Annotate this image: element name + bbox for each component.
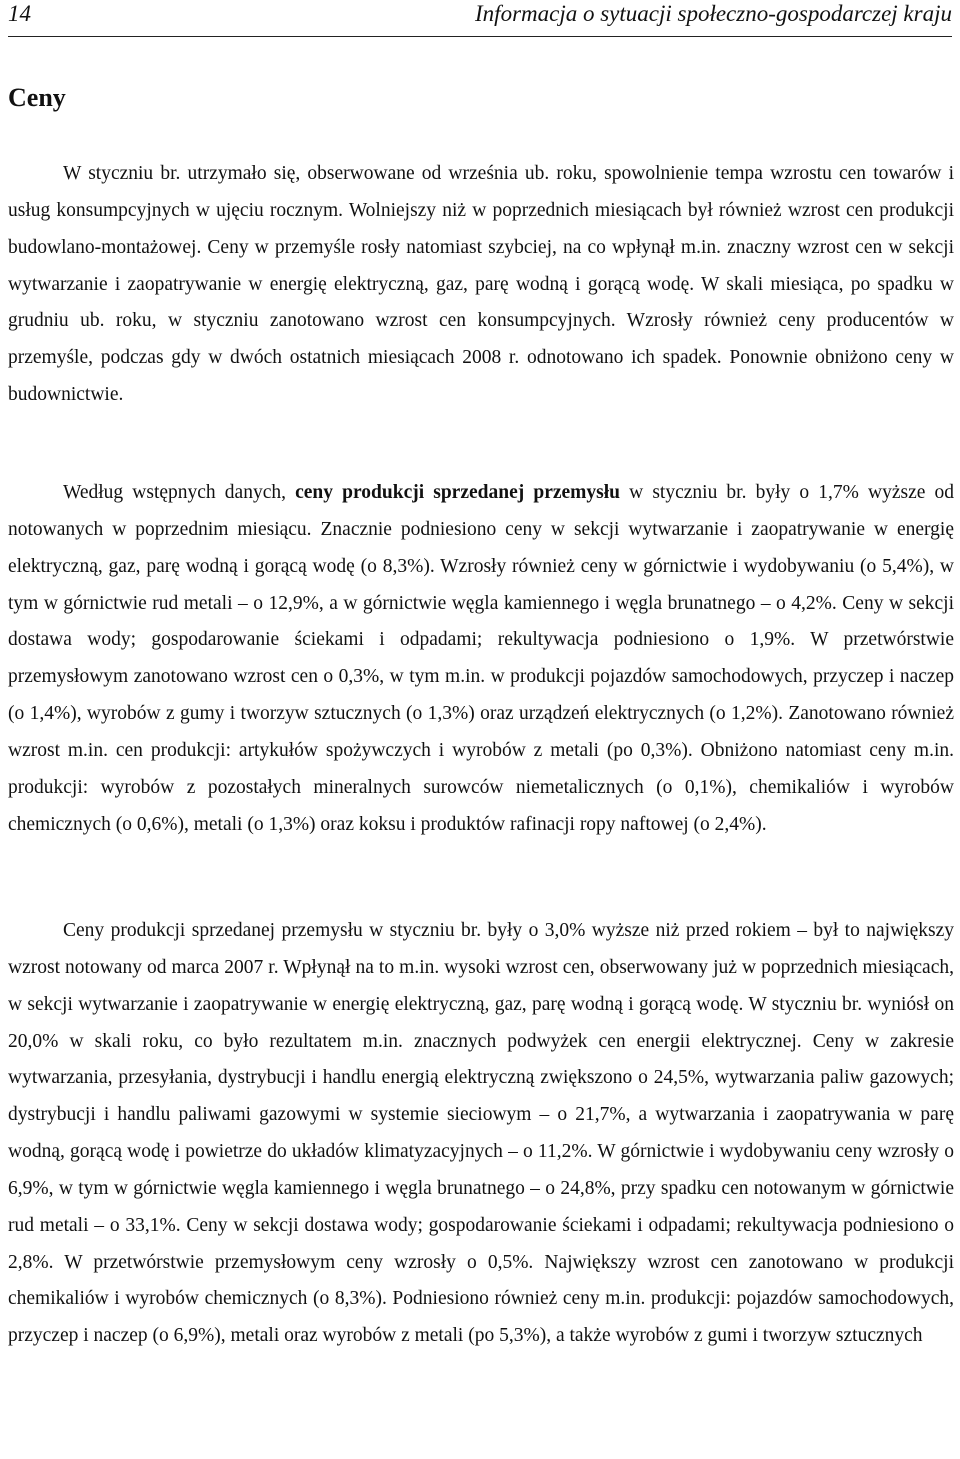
page-number: 14 — [8, 1, 31, 26]
paragraph-3: Ceny produkcji sprzedanej przemysłu w styczniu br. były o 3,0% wyższe niż przed rokiem – był to największy wzrost notowany od marca 2007 r. Wpłynął na to m.in. wysoki wzrost cen, obserwowany już w poprzednich miesiącach, w sekcji wytwarzanie i zaopatrywanie w energię elektryczną, gaz, parę wodną i gorącą wodę. W styczniu br. wyniósł on 20,0% w skali roku, co było rezultatem m.in. znacznych podwyżek cen energii elektrycznej. Ceny w zakresie wytwarzania, przesyłania, dystrybucji i handlu energią elektryczną zwiększono o 24,5%, wytwarzania paliw gazowych; dystrybucji i handlu paliwami gazowymi w systemie sieciowym – o 21,7%, a wytwarzania i zaopatrywania w parę wodną, gorącą wodę i powietrze do układów klimatyzacyjnych – o 11,2%. W górnictwie i wydobywaniu ceny wzrosły o 6,9%, w tym w górnictwie węgla kamiennego i węgla brunatnego – o 24,8%, przy spadku cen notowanym w górnictwie rud metali – o 33,1%. Ceny w sekcji dostawa wody; gospodarowanie ściekami i odpadami; rekultywacja podniesiono o 2,8%. W przetwórstwie przemysłowym ceny wzrosły o 0,5%. Największy wzrost cen zanotowano w produkcji chemikaliów i wyrobów chemicznych (o 8,3%). Podniesiono również ceny m.in. produkcji: pojazdów samochodowych, przyczep i naczep (o 6,9%), metali oraz wyrobów z metali (po 5,3%), a także wyrobów z gumi i tworzyw sztucznych — [8, 920, 954, 1347]
paragraph-1: W styczniu br. utrzymało się, obserwowane od września ub. roku, spowolnienie tempa wzrostu cen towarów i usług konsumpcyjnych w ujęciu rocznym. Wolniejszy niż w poprzednich miesiącach był również wzrost cen produkcji budowlano-montażowej. Ceny w przemyśle rosły natomiast szybciej, na co wpłynął m.in. znaczny wzrost cen w sekcji wytwarzanie i zaopatrywanie w energię elektryczną, gaz, parę wodną i gorącą wodę. W skali miesiąca, po spadku w grudniu ub. roku, w styczniu zanotowano wzrost cen konsumpcyjnych. Wzrosły również ceny producentów w przemyśle, podczas gdy w dwóch ostatnich miesiącach 2008 r. odnotowano ich spadek. Ponownie obniżono ceny w budownictwie. — [8, 163, 954, 406]
running-title: Informacja o sytuacji społeczno-gospodarczej kraju — [475, 1, 952, 26]
paragraph-2-body: w styczniu br. były o 1,7% wyższe od notowanych w poprzednim miesiącu. Znacznie podniesiono ceny w sekcji wytwarzanie i zaopatrywanie w energię elektryczną, gaz, parę wodną i gorącą wodę (o 8,3%). Wzrosły również ceny w górnictwie i wydobywaniu (o 5,4%), w tym w górnictwie rud metali – o 12,9%, a w górnictwie węgla kamiennego i węgla brunatnego – o 4,2%. Ceny w sekcji dostawa wody; gospodarowanie ściekami i odpadami; rekultywacja podniesiono o 1,9%. W przetwórstwie przemysłowym zanotowano wzrost cen o 0,3%, w tym m.in. w produkcji pojazdów samochodowych, przyczep i naczep (o 1,4%), wyrobów z gumy i tworzyw sztucznych (o 1,3%) oraz urządzeń elektrycznych (o 1,2%). Zanotowano również wzrost m.in. cen produkcji: artykułów spożywczych i wyrobów z metali (po 0,3%). Obniżono natomiast ceny m.in. produkcji: wyrobów z pozostałych mineralnych surowców niemetalicznych (o 0,1%), chemikaliów i wyrobów chemicznych (o 0,6%), metali (o 1,3%) oraz koksu i produktów rafinacji ropy naftowej (o 2,4%). — [8, 482, 954, 835]
paragraph-2-intro: Według wstępnych danych, — [63, 482, 296, 503]
bold-term-ceny-produkcji: ceny produkcji sprzedanej przemysłu — [295, 482, 621, 503]
paragraph-2 — [8, 475, 954, 843]
page-header — [8, 0, 952, 37]
section-title: Ceny — [8, 83, 66, 112]
